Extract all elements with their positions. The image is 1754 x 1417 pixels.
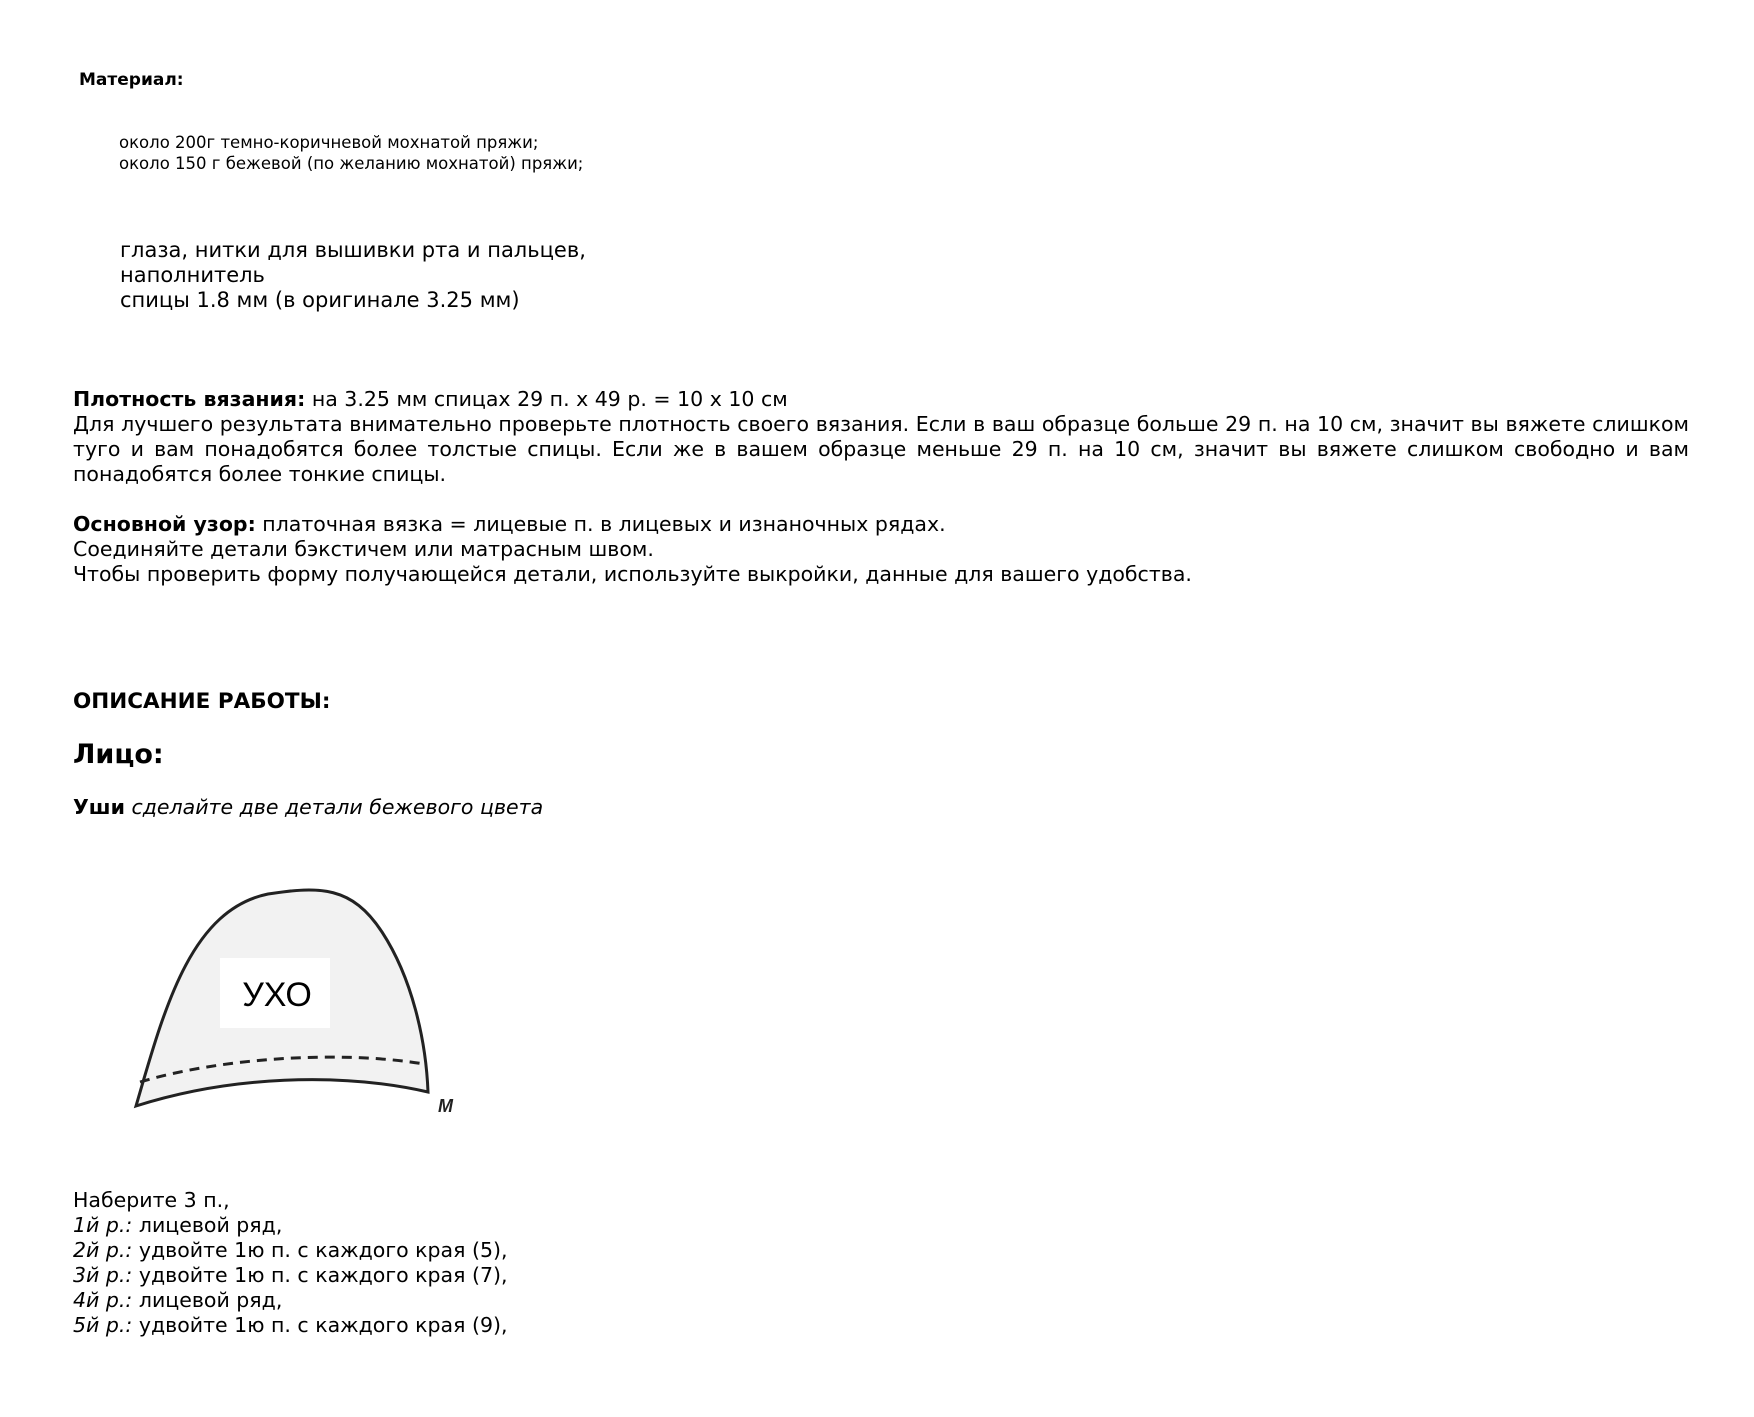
ear-label: УХО — [242, 976, 312, 1014]
ear-pattern-diagram — [120, 880, 480, 1120]
pattern-value: платочная вязка = лицевые п. в лицевых и изнаночных рядах. — [255, 512, 946, 536]
yarn-item: около 150 г бежевой (по желанию мохнатой) пряжи; — [119, 154, 584, 173]
row-instruction: 4й р.: лицевой ряд, — [73, 1288, 283, 1312]
row-instruction: 5й р.: удвойте 1ю п. с каждого края (9), — [73, 1313, 508, 1337]
extras-item: наполнитель — [120, 263, 265, 287]
yarn-item: около 200г темно-коричневой мохнатой пряжи; — [119, 133, 539, 152]
material-heading: Материал: — [79, 70, 184, 90]
face-heading: Лицо: — [73, 739, 164, 770]
pattern-note: Соединяйте детали бэкстичем или матрасным швом. — [73, 537, 654, 561]
yarn-list — [119, 132, 583, 174]
ears-note: сделайте две детали бежевого цвета — [124, 795, 544, 819]
description-heading: ОПИСАНИЕ РАБОТЫ: — [73, 689, 331, 714]
row-instruction: 1й р.: лицевой ряд, — [73, 1213, 283, 1237]
pattern-section — [73, 512, 1689, 587]
row-instruction: 2й р.: удвойте 1ю п. с каждого края (5), — [73, 1238, 508, 1262]
marker-label: M — [438, 1096, 453, 1116]
density-section — [73, 387, 1689, 487]
ears-line — [73, 795, 543, 819]
instructions — [73, 1188, 508, 1338]
pattern-note: Чтобы проверить форму получающейся детали, используйте выкройки, данные для вашего удобства. — [73, 562, 1192, 586]
extras-item: спицы 1.8 мм (в оригинале 3.25 мм) — [120, 288, 520, 312]
cast-on: Наберите 3 п., — [73, 1188, 230, 1212]
pattern-label: Основной узор: — [73, 512, 256, 536]
row-instruction: 3й р.: удвойте 1ю п. с каждого края (7), — [73, 1263, 508, 1287]
extras-item: глаза, нитки для вышивки рта и пальцев, — [120, 238, 586, 262]
ears-label: Уши — [73, 795, 125, 819]
extras-list — [120, 238, 586, 313]
pattern-line — [73, 512, 1689, 537]
density-label: Плотность вязания: — [73, 387, 306, 411]
density-text: Для лучшего результата внимательно проверьте плотность своего вязания. Если в ваш образце больше 29 п. на 10 см, значит вы вяжете слишком туго и вам понадобятся более толстые спицы. Если же в вашем образце меньше 29 п. на 10 см, значит вы вяжете слишком свободно и вам понадобятся более тонкие спицы. — [73, 412, 1689, 486]
density-value: на 3.25 мм спицах 29 п. х 49 р. = 10 х 10 см — [305, 387, 788, 411]
density-line — [73, 387, 1689, 412]
